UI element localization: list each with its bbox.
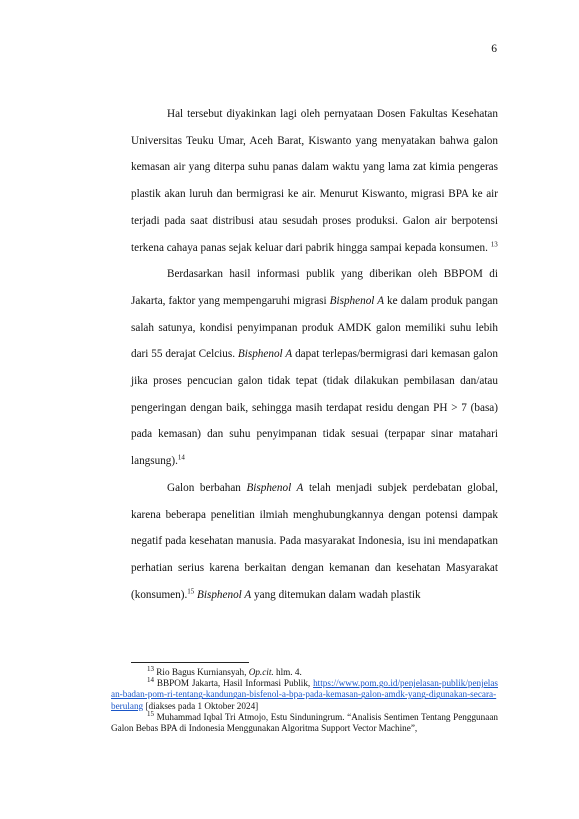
italic-term: Bisphenol A: [246, 481, 304, 494]
paragraph-text: yang ditemukan dalam wadah plastik: [251, 588, 421, 601]
footnote-number: 14: [147, 676, 154, 685]
paragraph-1: [131, 101, 498, 261]
paragraph-text: Berdasarkan hasil informasi publik yang diberikan oleh BBPOM di Jakarta, faktor yang mempengaruhi migrasi: [131, 268, 498, 307]
italic-term: Bisphenol A: [329, 294, 385, 307]
footnote-italic: Op.cit.: [248, 667, 274, 677]
footnote-ref-13: 13: [490, 239, 498, 248]
footnote-ref-14: 14: [177, 453, 185, 462]
footnote-14: [111, 678, 498, 712]
footnote-number: 13: [147, 664, 154, 673]
paragraph-text: telah menjadi subjek perdebatan global, karena beberapa penelitian ilmiah menghubungkannya dengan potensi dampak negatif pada kesehatan manusia. Pada masyarakat Indonesia, isu ini mendapatkan perhatian serius karena berkaitan dengan kemanan dan kesehatan Masyarakat (konsumen).: [131, 481, 498, 601]
footnote-15: [111, 709, 498, 734]
footnote-text: BBPOM Jakarta, Hasil Informasi Publik,: [154, 678, 314, 689]
paragraph-text: dapat terlepas/bermigrasi dari kemasan galon jika proses pencucian galon tidak tepat (tidak dilakukan pembilasan dan/atau pengeringan dengan baik, sehingga masih terdapat residu dengan PH > 7 (basa) pada kemasan) dan suhu penyimpanan tidak sesuai (terpapar sinar matahari langsung).: [131, 348, 498, 468]
footnote-separator: [131, 662, 249, 663]
footnote-text: [diakses pada 1 Oktober 2024]: [143, 700, 259, 711]
footnotes: [111, 664, 498, 734]
paragraph-2: [131, 261, 498, 475]
italic-term: Bisphenol A: [197, 588, 252, 601]
footnote-link[interactable]: https://www.pom.go.id/penjelasan-publik/penjelasan-badan-pom-ri-tentang-kandungan-bisfenol-a-bpa-pada-kemasan-galon-amdk-yang-digunakan-secara-berulang: [111, 678, 498, 711]
footnote-ref-15: 15: [187, 586, 195, 595]
page-number: 6: [491, 43, 497, 55]
italic-term: Bisphenol A: [237, 348, 293, 361]
paragraph-text: Galon berbahan: [167, 481, 247, 494]
footnote-number: 15: [147, 709, 154, 718]
footnote-text: hlm. 4.: [273, 667, 302, 677]
paragraph-text: ke dalam produk pangan salah satunya, kondisi penyimpanan produk AMDK galon memiliki suhu lebih dari 55 derajat Celcius.: [131, 294, 498, 361]
footnote-text: Rio Bagus Kurniansyah,: [154, 667, 249, 677]
footnote-text: Muhammad Iqbal Tri Atmojo, Estu Sinduningrum. “Analisis Sentimen Tentang Penggunaan Galon Bebas BPA di Indonesia Menggunakan Algoritma Support Vector Machine”,: [111, 711, 498, 734]
body-text: [131, 101, 498, 608]
footnote-13: [111, 664, 498, 678]
paragraph-text: Hal tersebut diyakinkan lagi oleh pernyataan Dosen Fakultas Kesehatan Universitas Teuku Umar, Aceh Barat, Kiswanto yang menyatakan bahwa galon kemasan air yang diterpa suhu panas dalam waktu yang lama zat kimia pengeras plastik akan luruh dan bermigrasi ke air. Menurut Kiswanto, migrasi BPA ke air terjadi pada saat distribusi atau sesudah proses produksi. Galon air berpotensi terkena cahaya panas sejak keluar dari pabrik hingga sampai kepada konsumen.: [131, 108, 498, 254]
paragraph-3: [131, 475, 498, 609]
